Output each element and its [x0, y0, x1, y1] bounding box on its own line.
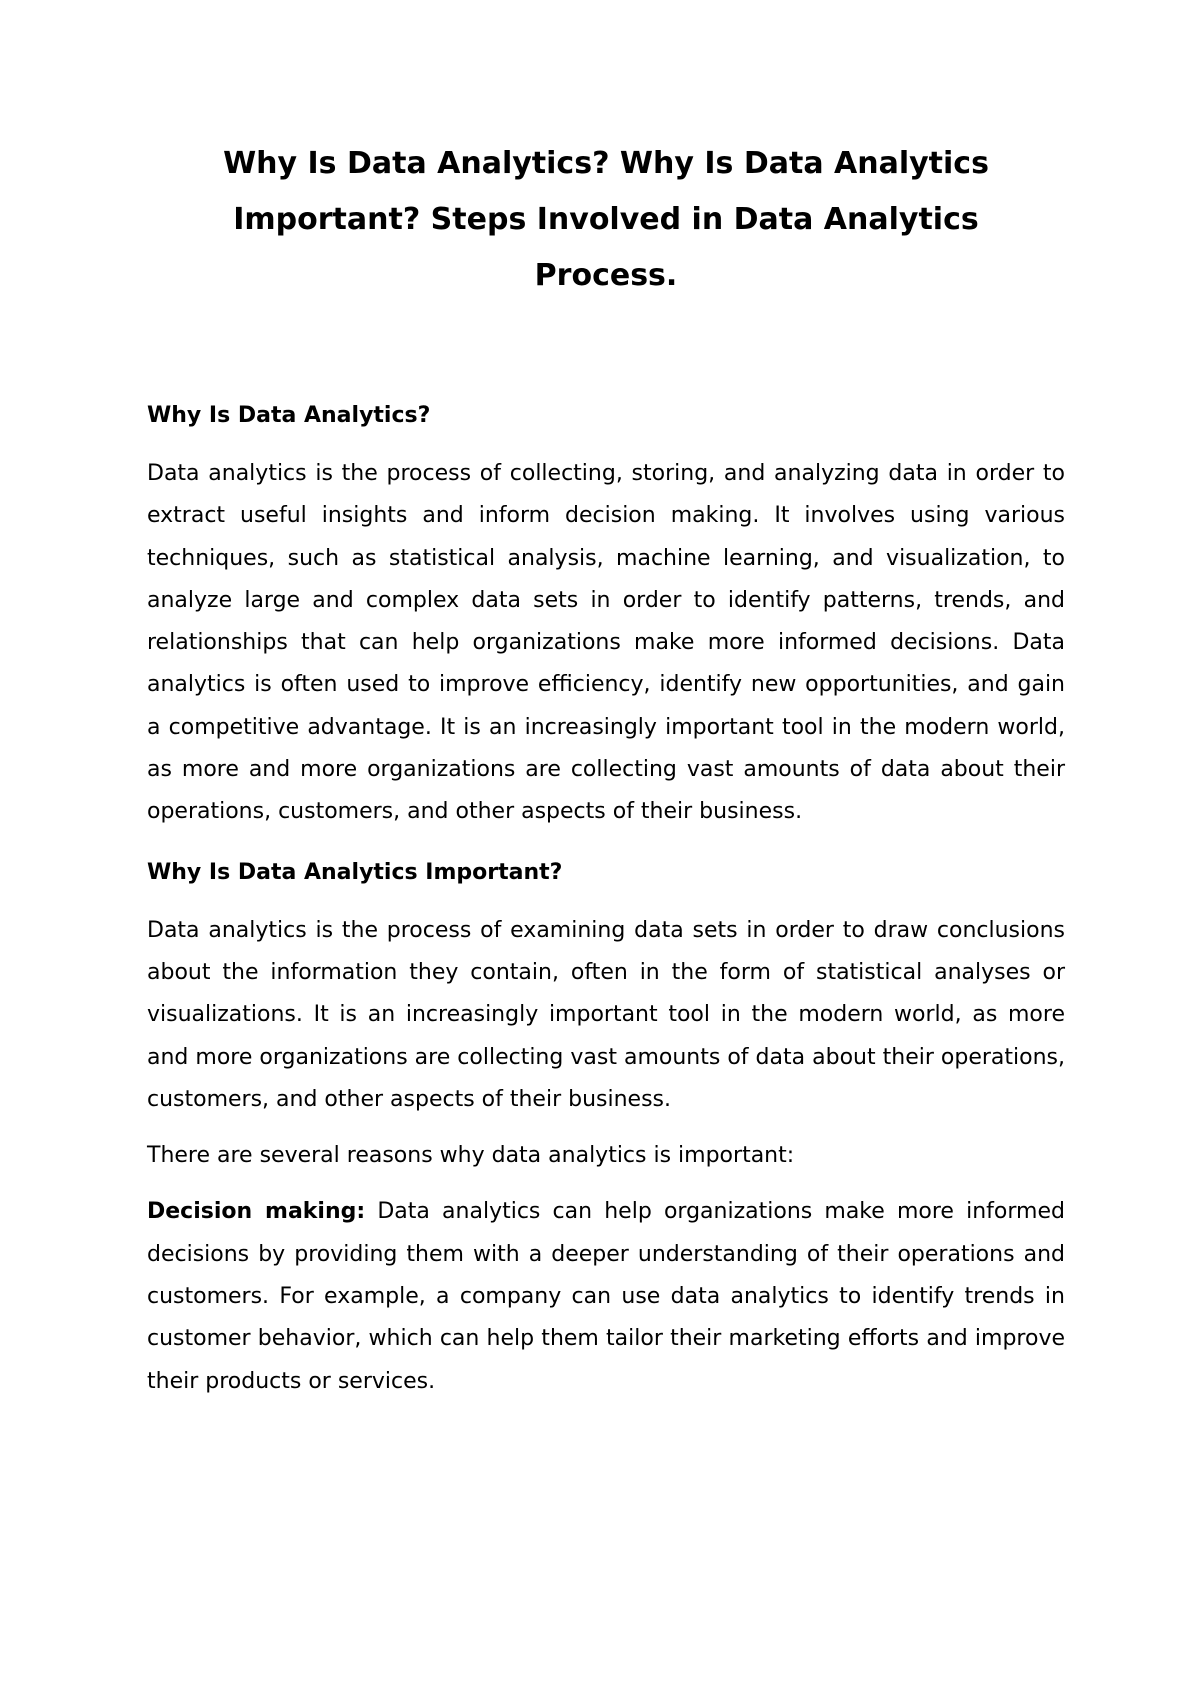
reason-decision-making	[147, 1191, 1065, 1402]
reason-text: Data analytics can help organizations make more informed decisions by providing them with a deeper understanding of their operations and customers. For example, a company can use data analytics to identify trends in customer behavior, which can help them tailor their marketing efforts and improve their products or services.	[147, 1199, 1065, 1394]
section1-paragraph: Data analytics is the process of collecting, storing, and analyzing data in order to extract useful insights and inform decision making. It involves using various techniques, such as statistical analysis, machine learning, and visualization, to analyze large and complex data sets in order to identify patterns, trends, and relationships that can help organizations make more informed decisions. Data analytics is often used to improve efficiency, identify new opportunities, and gain a competitive advantage. It is an increasingly important tool in the modern world, as more and more organizations are collecting vast amounts of data about their operations, customers, and other aspects of their business.	[147, 461, 1065, 825]
reason-label: Decision making:	[147, 1199, 366, 1225]
section2-paragraph: Data analytics is the process of examining data sets in order to draw conclusions about the information they contain, often in the form of statistical analyses or visualizations. It is an increasingly important tool in the modern world, as more and more organizations are collecting vast amounts of data about their operations, customers, and other aspects of their business.	[147, 917, 1065, 1112]
title-line-1: Why Is Data Analytics? Why Is Data Analytics	[223, 146, 989, 181]
section-heading-why-is-data-analytics: Why Is Data Analytics?	[147, 403, 431, 428]
title-line-2: Important? Steps Involved in Data Analytics	[233, 202, 979, 237]
document-title	[147, 136, 1065, 304]
title-line-3: Process.	[534, 258, 678, 293]
reasons-intro: There are several reasons why data analytics is important:	[147, 1143, 795, 1169]
section-heading-why-important: Why Is Data Analytics Important?	[147, 859, 563, 885]
